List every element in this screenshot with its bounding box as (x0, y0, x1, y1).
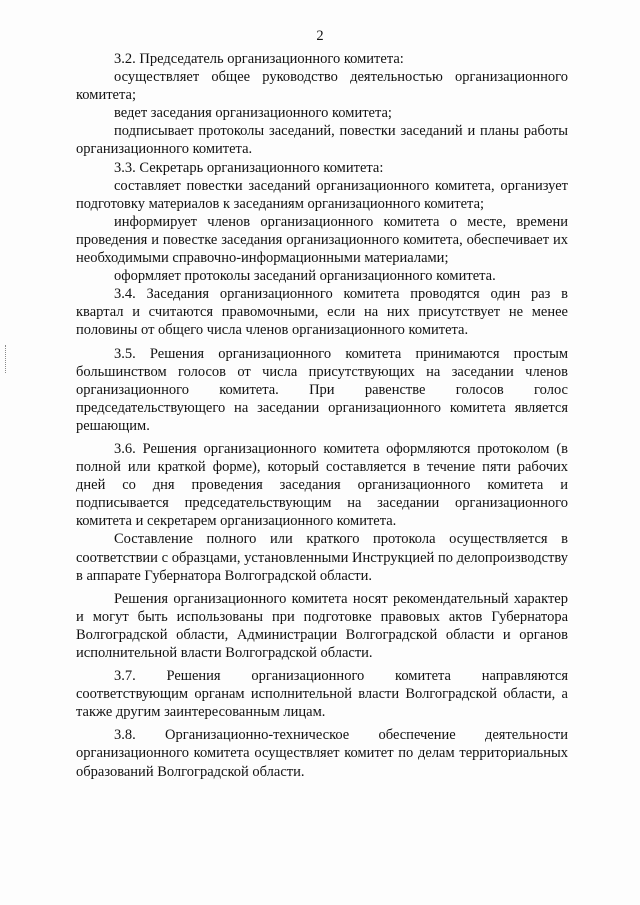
paragraph-3-5: 3.5. Решения организационного комитета принимаются простым большинством голосов от числа присутствующих на заседании членов организационного комитета. При равенстве голосов голос председательствующего на заседании организационного комитета является решающим. (76, 345, 568, 434)
paragraph-3-8: 3.8. Организационно-техническое обеспечение деятельности организационного комитета осуществляет комитет по делам территориальных образований Волгоградской области. (76, 727, 568, 780)
scan-edge-mark (5, 345, 7, 373)
paragraph-3-2-duty-3: подписывает протоколы заседаний, повестки заседаний и планы работы организационного комитета. (76, 123, 568, 158)
page-number: 2 (316, 28, 324, 44)
paragraph-3-3-heading: 3.3. Секретарь организационного комитета: (114, 159, 384, 176)
document-body (76, 50, 568, 781)
paragraph-3-3-duty-1: составляет повестки заседаний организационного комитета, организует подготовку материалов к заседаниям организационного комитета; (76, 177, 568, 212)
paragraph-3-6: 3.6. Решения организационного комитета оформляются протоколом (в полной или краткой форме), который составляется в течение пяти рабочих дней со дня проведения заседания организационного комитета и подписывается председательствующим на заседании организационного комитета и секретарем организационного комитета. (76, 440, 568, 530)
paragraph-3-3-duty-3: оформляет протоколы заседаний организационного комитета. (114, 268, 496, 285)
paragraph-3-2-duty-1: осуществляет общее руководство деятельностью организационного комитета; (76, 69, 568, 104)
paragraph-3-7: 3.7. Решения организационного комитета направляются соответствующим органам исполнительной власти Волгоградской области, а также другим заинтересованным лицам. (76, 668, 568, 721)
paragraph-3-6-recommendation: Решения организационного комитета носят рекомендательный характер и могут быть использованы при подготовке правовых актов Губернатора Волгоградской области, Администрации Волгоградской области и органов исполнительной власти Волгоградской области. (76, 590, 568, 661)
paragraph-3-6-protocol: Составление полного или краткого протокола осуществляется в соответствии с образцами, установленными Инструкцией по делопроизводству в аппарате Губернатора Волгоградской области. (76, 531, 568, 584)
paragraph-3-2-duty-2: ведет заседания организационного комитета; (114, 105, 392, 122)
paragraph-3-2-heading: 3.2. Председатель организационного комитета: (114, 51, 404, 67)
paragraph-3-4: 3.4. Заседания организационного комитета проводятся один раз в квартал и считаются правомочными, если на них присутствует не менее половины от общего числа членов организационного комитета. (76, 286, 568, 339)
paragraph-3-3-duty-2: информирует членов организационного комитета о месте, времени проведения и повестке заседания организационного комитета, обеспечивает их необходимыми справочно-информационными материалами; (76, 213, 568, 267)
